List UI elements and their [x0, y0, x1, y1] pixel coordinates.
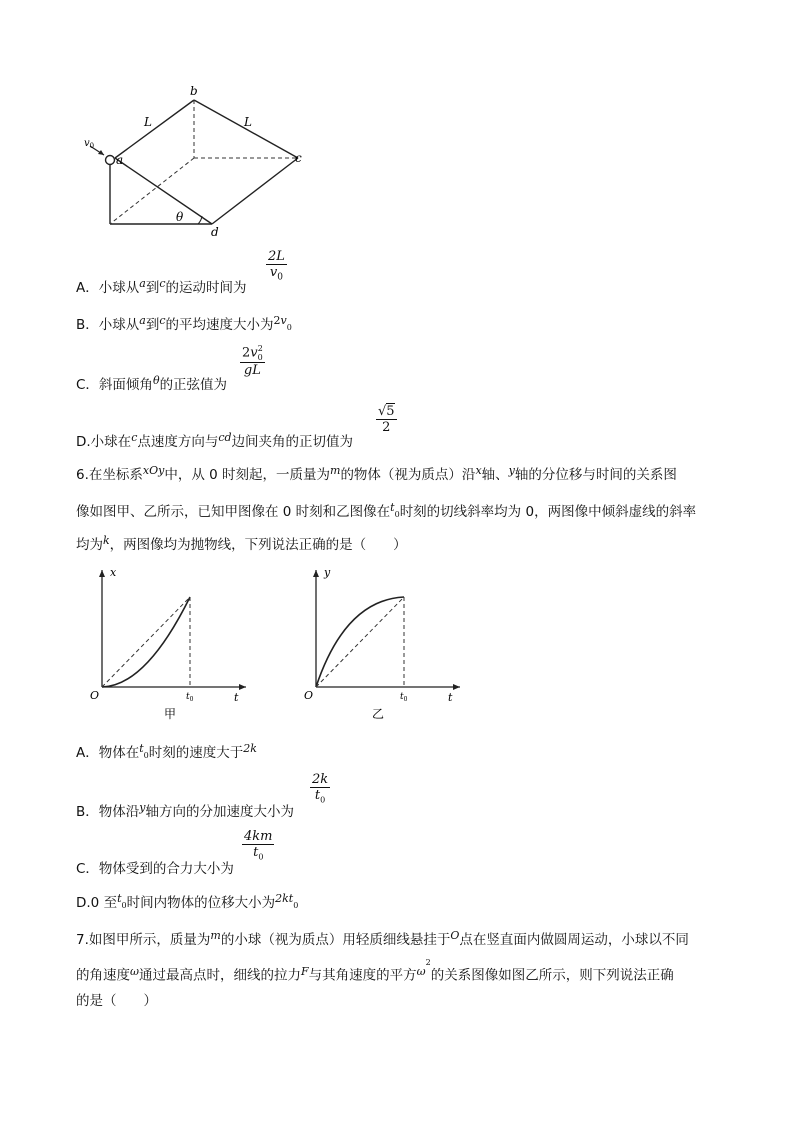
option-5d: D.小球在$^c$点速度方向与$^{cd}$边间夹角的正切值为: [76, 431, 354, 450]
option-6a: A．物体在$^t_0$时刻的速度大于$^{2k}$: [76, 742, 257, 761]
q7-line3: 的是（ ）: [76, 993, 157, 1009]
q6-line2: 像如图甲、乙所示，已知甲图像在 0 时刻和乙图像在$^t_0$时刻的切线斜率均为 0，两图像中倾斜虚线的斜率: [76, 501, 697, 520]
slope-dashed-line: [102, 597, 190, 687]
svg-text:y: y: [324, 566, 331, 579]
q7-line1: 7.如图甲所示，质量为$^m$的小球（视为质点）用轻质细线悬挂于$^O$点在竖直面内做圆周运动，小球以不同: [76, 929, 689, 948]
q6-line3: 均为$^k$，两图像均为抛物线，下列说法正确的是（ ）: [76, 534, 407, 553]
label-v0: $v_0$: [84, 138, 95, 150]
q7-line2: 的角速度$^\omega$通过最高点时，细线的拉力$^F$与其角速度的平方$^{\omega 2}$的关系图像如图乙所示，则下列说法正确: [76, 958, 674, 984]
option-5a: A．小球从$^a$到$^c$的运动时间为: [76, 277, 247, 296]
svg-text:x: x: [110, 566, 117, 579]
label-b: b: [190, 84, 198, 98]
graph-yi: [300, 562, 470, 722]
edge-ad: [115, 158, 212, 224]
svg-text:t0: $t_0$: [186, 692, 194, 703]
option-5c-fraction: $2v_0^2$ gL: [242, 344, 263, 378]
svg-text:t: t: [448, 691, 453, 704]
option-6d: D.0 至$^t_0$时间内物体的位移大小为$^{2kt}_0$: [76, 892, 299, 911]
label-d: d: [211, 225, 219, 239]
label-c: c: [295, 151, 302, 165]
svg-text:O: O: [304, 689, 314, 702]
label-L-left: L: [144, 115, 152, 129]
svg-text:t: t: [234, 691, 239, 704]
inclined-plane-figure: [80, 82, 320, 242]
svg-text:O: O: [90, 689, 100, 702]
edge-cd: [212, 158, 298, 224]
slope-dashed-line: [316, 597, 404, 687]
label-theta: θ: [176, 210, 184, 224]
option-6c-fraction: 4km $t_0$: [244, 829, 273, 862]
option-5d-fraction: √5 2: [378, 404, 395, 435]
edge-bc: [194, 100, 298, 158]
option-6c: C．物体受到的合力大小为: [76, 861, 234, 877]
option-6b: B．物体沿$^y$轴方向的分加速度大小为: [76, 801, 294, 820]
option-5a-fraction: 2L $v_0$: [268, 249, 285, 283]
q6-line1: 6.在坐标系$^{xOy}$中，从 0 时刻起，一质量为$^m$的物体（视为质点）沿$^x$轴、$^y$轴的分位移与时间的关系图: [76, 464, 677, 483]
graph-jia: [86, 562, 256, 722]
option-6b-fraction: 2k $t_0$: [312, 772, 329, 805]
svg-text:t0: $t_0$: [400, 692, 408, 703]
caption-yi: 乙: [372, 707, 385, 721]
label-a: a: [116, 153, 124, 167]
label-L-right: L: [244, 115, 252, 129]
ball: [106, 156, 115, 165]
edge-ab: [115, 100, 194, 158]
caption-jia: 甲: [164, 707, 177, 721]
option-5b: B．小球从$^a$到$^c$的平均速度大小为$^{2v}_0$: [76, 314, 292, 333]
option-5c: C．斜面倾角$^\theta$的正弦值为: [76, 374, 228, 393]
